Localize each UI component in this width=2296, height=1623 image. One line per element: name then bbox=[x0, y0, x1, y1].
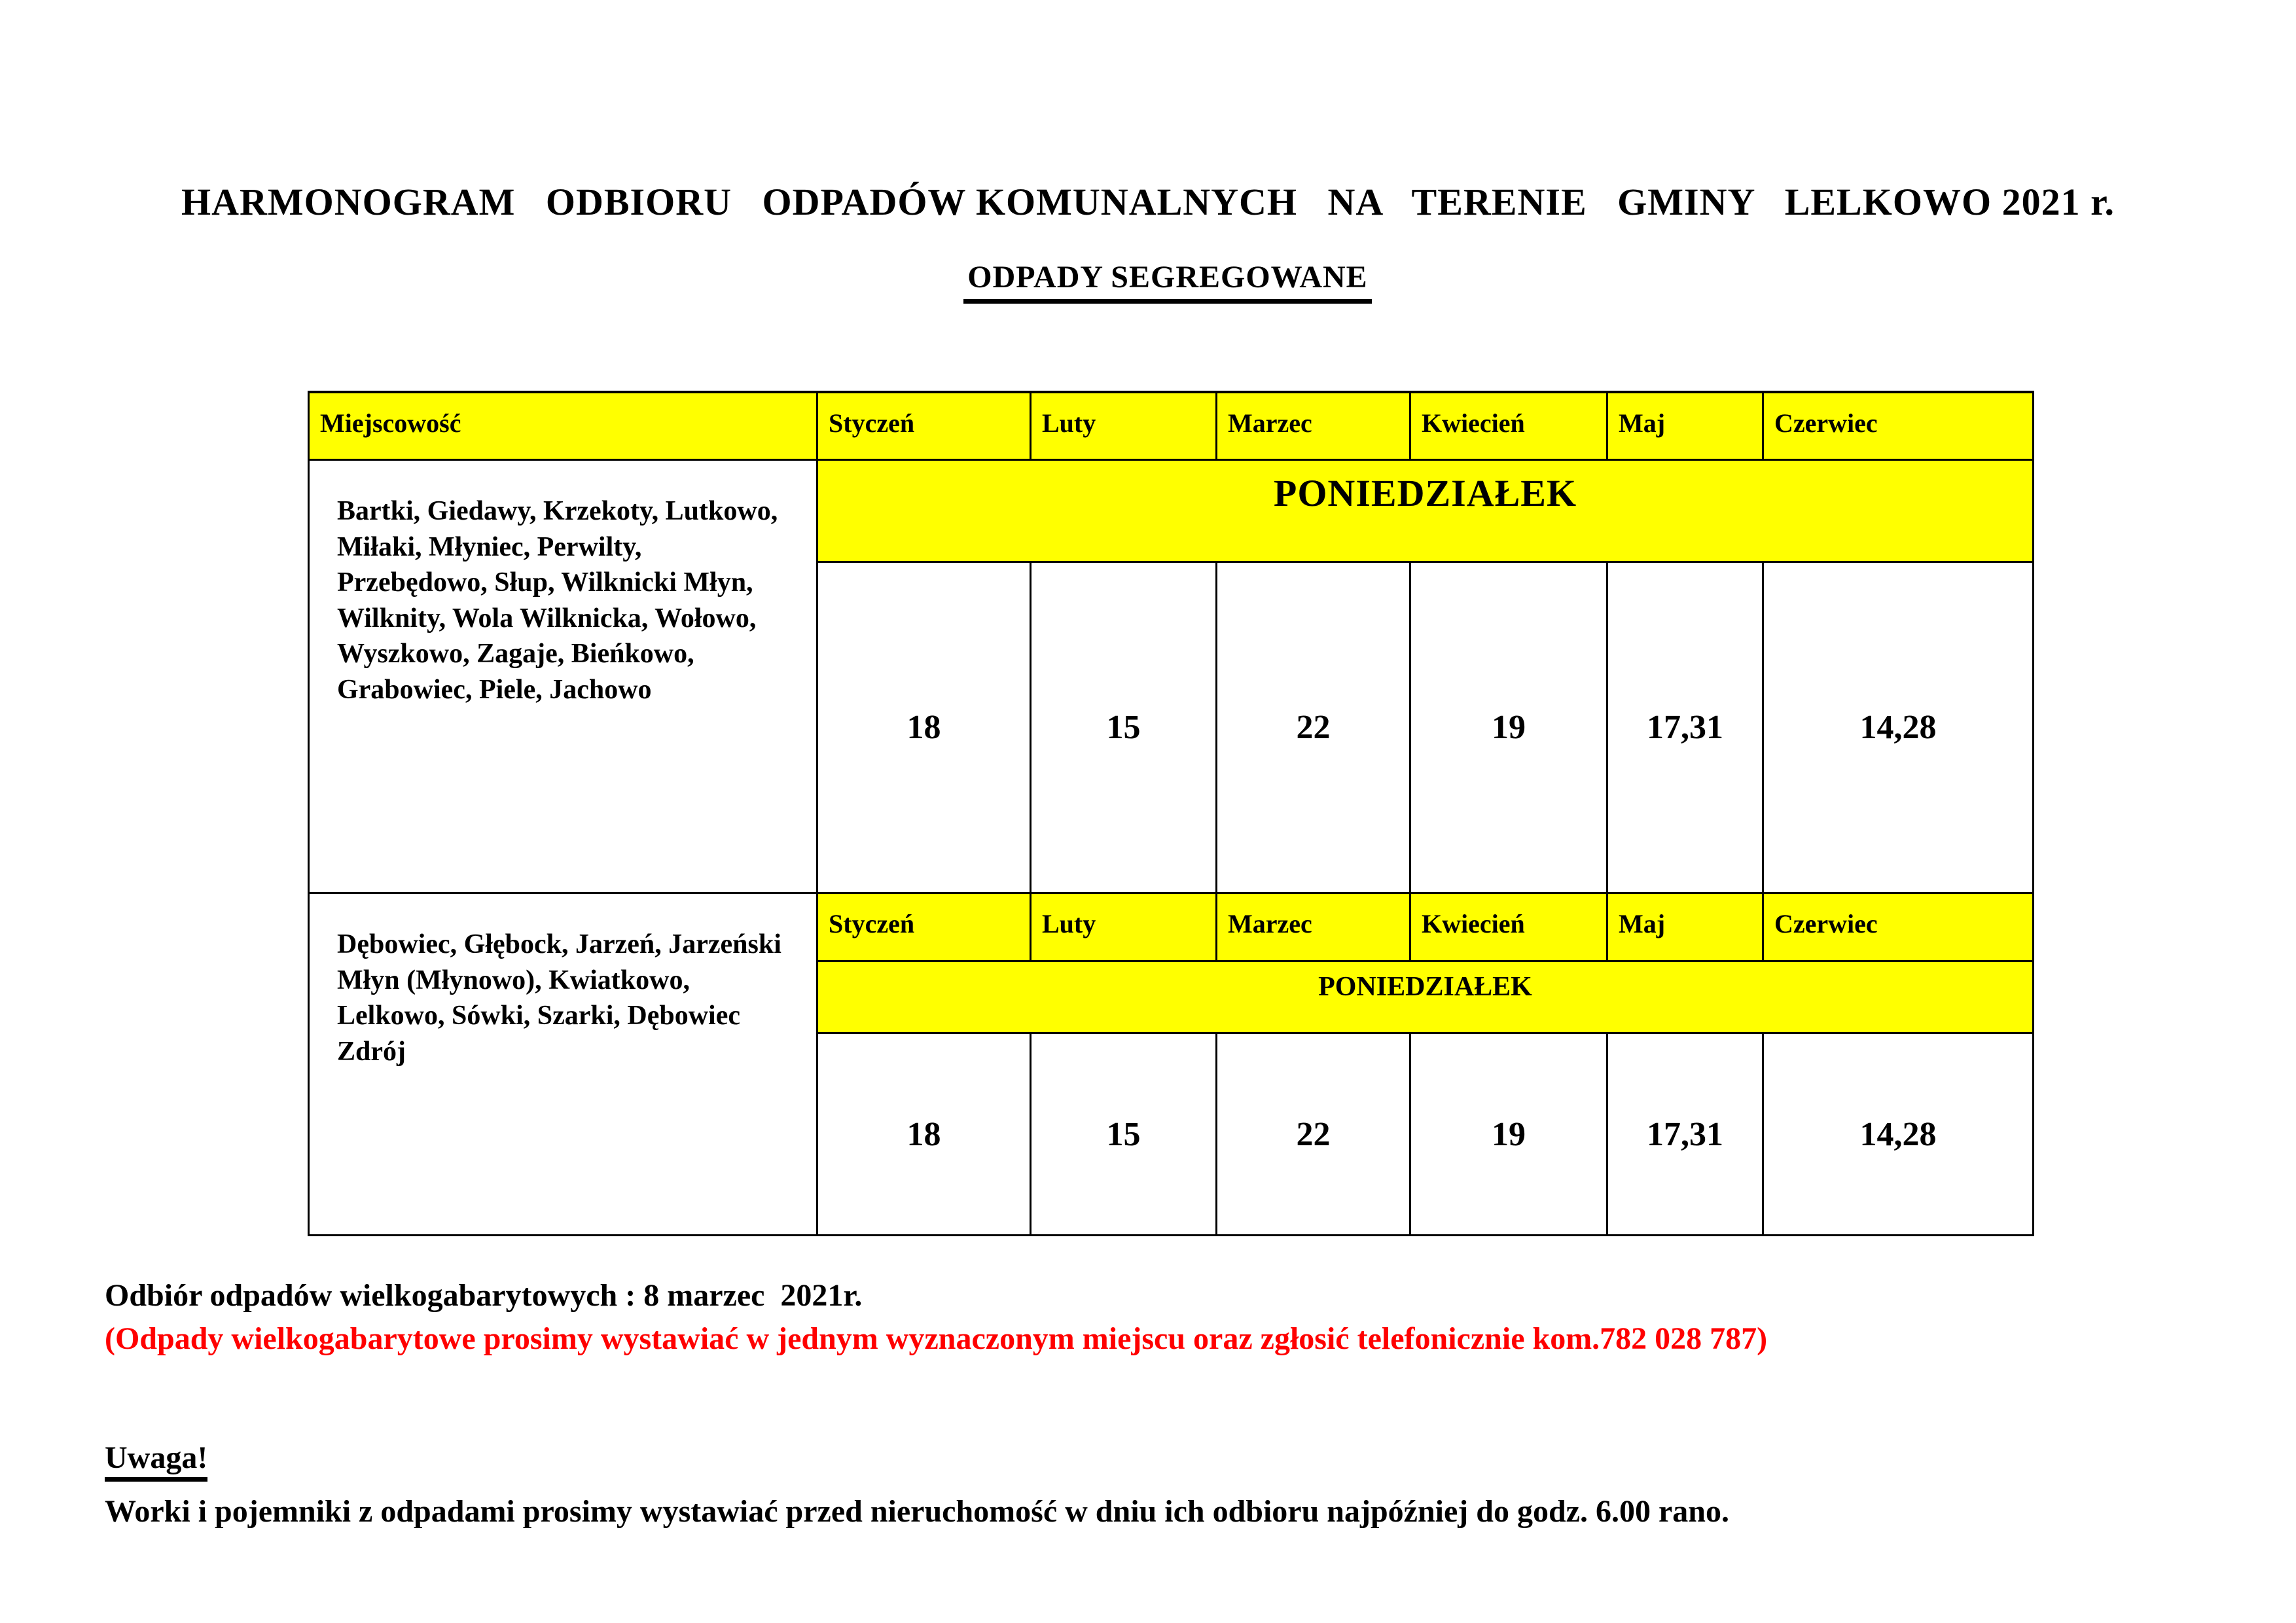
date-cell-s1-march: 22 bbox=[1217, 563, 1411, 894]
column-header-month-february: Luty bbox=[1031, 393, 1217, 461]
column-header-month-april: Kwiecień bbox=[1411, 393, 1608, 461]
date-cell-s2-may: 17,31 bbox=[1608, 1034, 1764, 1236]
attention-label bbox=[105, 1442, 207, 1482]
column-header-month-march-s2: Marzec bbox=[1217, 894, 1411, 962]
date-cell-s2-january: 18 bbox=[818, 1034, 1031, 1236]
date-cell-s1-may: 17,31 bbox=[1608, 563, 1764, 894]
date-cell-s1-february: 15 bbox=[1031, 563, 1217, 894]
column-header-month-march: Marzec bbox=[1217, 393, 1411, 461]
bulky-waste-warning-note: (Odpady wielkogabarytowe prosimy wystawiać w jednym wyznaczonym miejscu oraz zgłosić telefonicznie kom.782 028 787) bbox=[105, 1321, 1768, 1356]
document-title: HARMONOGRAM ODBIORU ODPADÓW KOMUNALNYCH NA TERENIE GMINY LELKOWO 2021 r. bbox=[181, 180, 2115, 223]
column-header-month-may-s2: Maj bbox=[1608, 894, 1764, 962]
attention-label-text: Uwaga! bbox=[105, 1442, 207, 1482]
column-header-month-february-s2: Luty bbox=[1031, 894, 1217, 962]
column-header-month-june-s2: Czerwiec bbox=[1764, 894, 2034, 962]
column-header-month-june: Czerwiec bbox=[1764, 393, 2034, 461]
date-cell-s1-january: 18 bbox=[818, 563, 1031, 894]
column-header-month-january: Styczeń bbox=[818, 393, 1031, 461]
villages-list-section-2: Dębowiec, Głębock, Jarzeń, Jarzeński Młyn (Młynowo), Kwiatkowo, Lelkowo, Sówki, Szarki, Dębowiec Zdrój bbox=[310, 894, 818, 1236]
document-subtitle: ODPADY SEGREGOWANE bbox=[963, 259, 1371, 304]
date-cell-s1-april: 19 bbox=[1411, 563, 1608, 894]
villages-list-section-1: Bartki, Giedawy, Krzekoty, Lutkowo, Miłaki, Młyniec, Perwilty, Przebędowo, Słup, Wilknicki Młyn, Wilknity, Wola Wilknicka, Wołowo, Wyszkowo, Zagaje, Bieńkowo, Grabowiec, Piele, Jachowo bbox=[310, 461, 818, 894]
attention-instruction: Worki i pojemniki z odpadami prosimy wystawiać przed nieruchomość w dniu ich odbioru najpóźniej do godz. 6.00 rano. bbox=[105, 1494, 1729, 1529]
collection-day-banner-section-1: PONIEDZIAŁEK bbox=[818, 461, 2034, 563]
bulky-waste-pickup-note: Odbiór odpadów wielkogabarytowych : 8 marzec 2021r. bbox=[105, 1278, 863, 1313]
column-header-month-april-s2: Kwiecień bbox=[1411, 894, 1608, 962]
date-cell-s2-april: 19 bbox=[1411, 1034, 1608, 1236]
date-cell-s2-june: 14,28 bbox=[1764, 1034, 2034, 1236]
date-cell-s1-june: 14,28 bbox=[1764, 563, 2034, 894]
column-header-place: Miejscowość bbox=[310, 393, 818, 461]
column-header-month-january-s2: Styczeń bbox=[818, 894, 1031, 962]
column-header-month-may: Maj bbox=[1608, 393, 1764, 461]
date-cell-s2-february: 15 bbox=[1031, 1034, 1217, 1236]
waste-schedule-table bbox=[308, 391, 2034, 1236]
collection-day-banner-section-2: PONIEDZIAŁEK bbox=[818, 962, 2034, 1034]
date-cell-s2-march: 22 bbox=[1217, 1034, 1411, 1236]
document-subtitle-wrap bbox=[0, 259, 2296, 304]
